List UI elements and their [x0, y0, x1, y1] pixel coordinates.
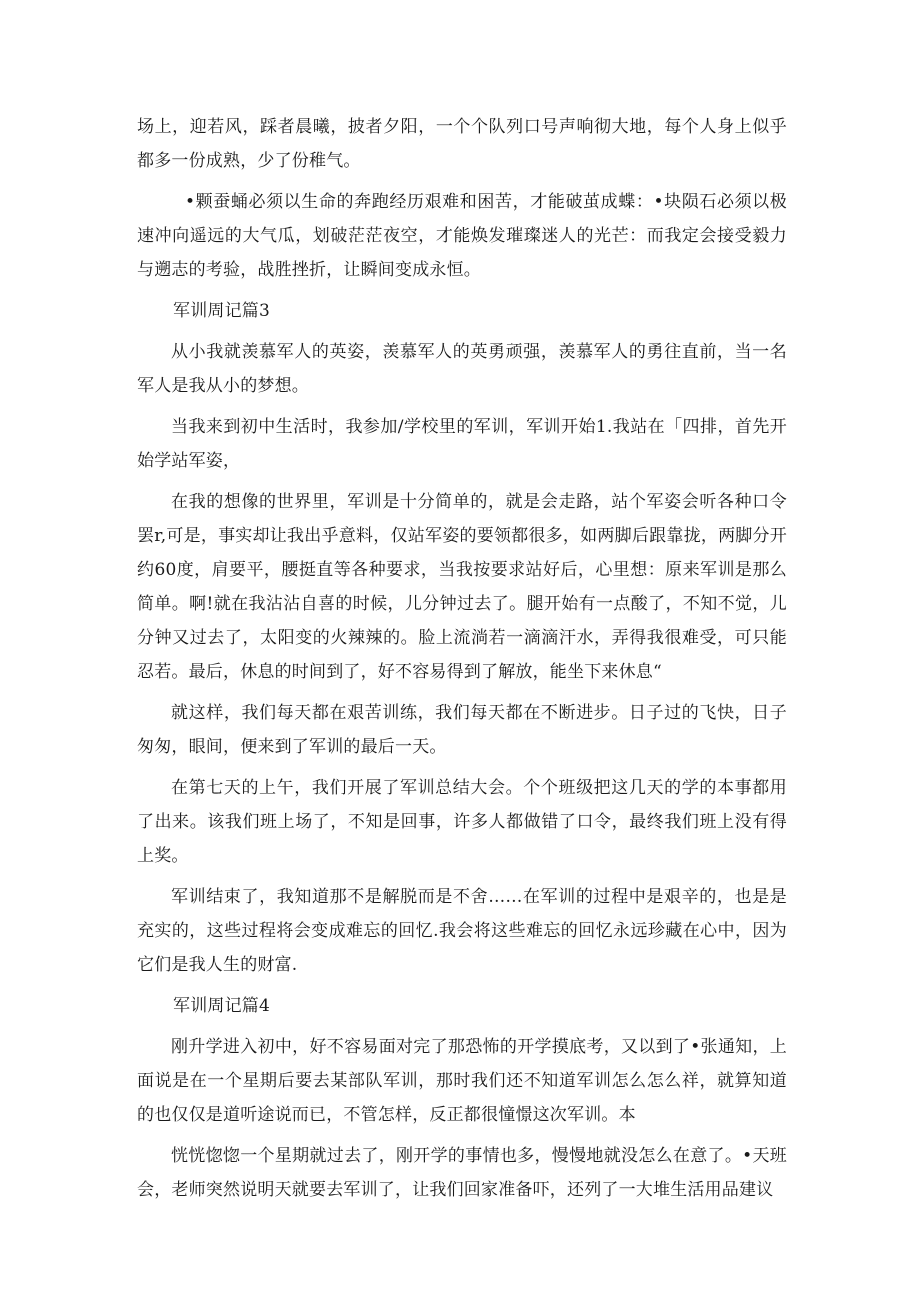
paragraph: 军训结束了，我知道那不是解脱而是不舍……在军训的过程中是艰辛的，也是是充实的，这些过程将会变成难忘的回忆.我会将这些难忘的回忆永远珍藏在心中，因为它们是我人生的财富. [137, 887, 787, 975]
paragraph: 就这样，我们每天都在艰苦训练，我们每天都在不断进步。日子过的飞快，日子匆匆，眼间，便来到了军训的最后一天。 [137, 703, 787, 757]
section-heading: 军训周记篇3 [173, 301, 271, 321]
paragraph: 当我来到初中生活时，我参加/学校里的军训，军训开始1.我站在「四排，首先开始学站军姿， [137, 417, 787, 471]
document-body [137, 110, 787, 1214]
paragraph: •颗蚕蛹必须以生命的奔跑经历艰难和困苦，才能破茧成蝶：•块陨石必须以极速冲向遥远的大气瓜，划破茫茫夜空，才能焕发璀璨迷人的光芒：而我定会接受毅力与遡志的考验，战胜挫折，让瞬间变成永恒。 [137, 192, 787, 280]
paragraph: 场上，迎若风，踩者晨曦，披者夕阳，一个个队列口号声响彻大地，每个人身上似乎都多一份成熟，少了份稚气。 [137, 117, 787, 171]
paragraph: 恍恍惚惚一个星期就过去了，刚开学的事情也多，慢慢地就没怎么在意了。•天班会，老师突然说明天就要去军训了，让我们回家准备吓，还列了一大堆生活用品建议 [137, 1146, 787, 1200]
paragraph: 刚升学进入初中，好不容易面对完了那恐怖的开学摸底考，又以到了•张通知，上面说是在一个星期后要去某部队军训，那时我们还不知道军训怎么怎么祥，就算知道的也仅仅是道听途说而已，不管怎样，反正都很憧憬这次军训。本 [137, 1037, 787, 1125]
section-heading: 军训周记篇4 [173, 996, 271, 1016]
paragraph: 在第七天的上午，我们开展了军训总结大会。个个班级把这几天的学的本事都用了出来。该我们班上场了，不知是回事，许多人都做错了口令，最终我们班上没有得上奖。 [137, 778, 787, 866]
paragraph: 在我的想像的世界里，军训是十分简单的，就是会走路，站个军姿会听各种口令罢r,可是，事实却让我出乎意料，仅站军姿的要领都很多，如两脚后跟靠拢，两脚分开约60度，肩要平，腰挺直等各种要求，当我按要求站好后，心里想：原来军训是那么简单。啊!就在我沾沾自喜的时候，儿分钟过去了。腿开始有一点酸了，不知不觉，儿分钟又过去了，太阳变的火辣辣的。脸上流淌若一滴滴汗水，弄得我很难受，可只能忍若。最后，休息的时间到了，好不容易得到了解放，能坐下来休息“ [137, 492, 787, 682]
paragraph: 从小我就羡慕军人的英姿，羡慕军人的英勇顽强，羡慕军人的勇往直前，当一名军人是我从小的梦想。 [137, 342, 787, 396]
